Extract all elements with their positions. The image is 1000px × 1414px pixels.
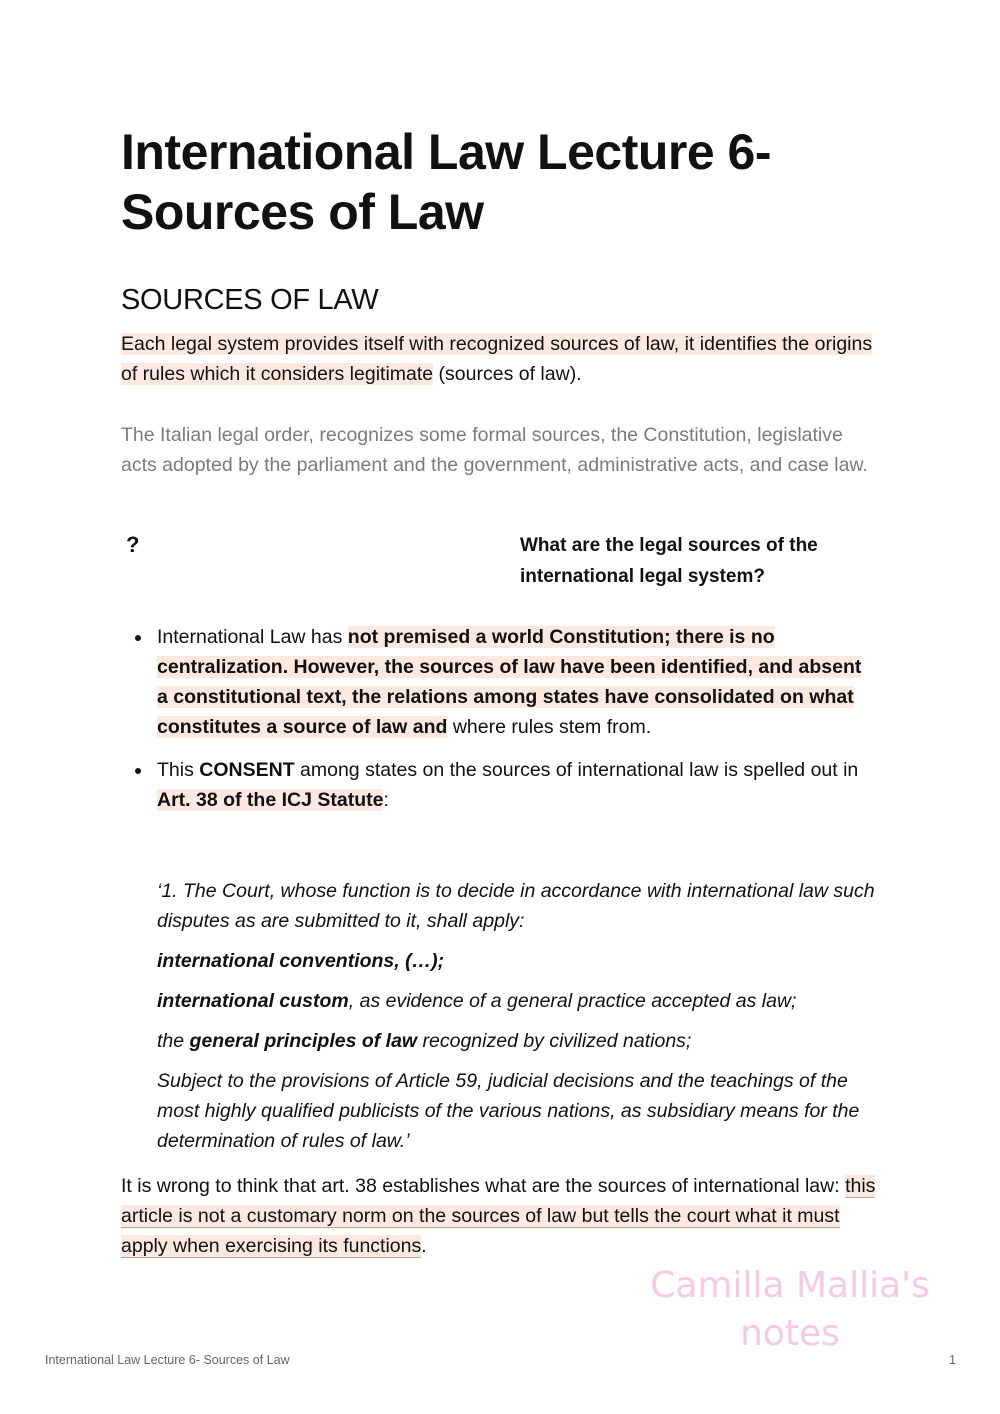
- article-38-quote: [157, 876, 877, 1166]
- page-number: 1: [949, 1353, 956, 1367]
- bullet-tail: :: [383, 789, 389, 811]
- bullet-lead: International Law has: [157, 626, 348, 648]
- quote-item-conventions: international conventions, (…);: [157, 950, 445, 972]
- bullet-highlight: not premised a world Constitution; there is no centralization. However, the sources of law have been identified, and absent a constitutional text, the relations among states have consolidated on what constitutes a source of law and: [157, 626, 862, 738]
- list-item: [157, 755, 872, 815]
- icj-statute-reference: Art. 38 of the ICJ Statute: [157, 789, 384, 811]
- bullet-lead: This: [157, 759, 200, 781]
- intro-paragraph: [121, 329, 881, 389]
- section-heading: SOURCES OF LAW: [121, 284, 379, 316]
- closing-tail: .: [421, 1235, 427, 1257]
- footer-title: International Law Lecture 6- Sources of Law: [45, 1353, 290, 1367]
- intro-rest: (sources of law).: [433, 363, 582, 385]
- author-watermark: Camilla Mallia's notes: [650, 1265, 930, 1354]
- quote-item-custom: international custom, as evidence of a general practice accepted as law;: [157, 990, 797, 1012]
- bullet-tail: where rules stem from.: [447, 716, 652, 738]
- italian-legal-order-paragraph: The Italian legal order, recognizes some formal sources, the Constitution, legislative acts adopted by the parliament and the government, administrative acts, and case law.: [121, 424, 868, 476]
- bullet-middle: among states on the sources of international law is spelled out in: [294, 759, 859, 781]
- closing-highlight: this article is not a customary norm on the sources of law but tells the court what it must apply when exercising its functions: [121, 1175, 876, 1257]
- consent-term: CONSENT: [199, 759, 295, 781]
- question-mark-icon: ?: [126, 532, 140, 557]
- list-item: [157, 622, 872, 742]
- closing-lead: It is wrong to think that art. 38 establishes what are the sources of international law:: [121, 1175, 846, 1197]
- callout-question: What are the legal sources of the international legal system?: [520, 535, 818, 587]
- quote-intro: ‘1. The Court, whose function is to decide in accordance with international law such disputes as are submitted to it, shall apply:: [157, 880, 875, 932]
- quote-item-principles: the general principles of law recognized by civilized nations;: [157, 1030, 692, 1052]
- bullet-list: [157, 622, 872, 828]
- closing-paragraph: [121, 1171, 881, 1261]
- intro-highlight: Each legal system provides itself with recognized sources of law, it identifies the origins of rules which it considers legitimate: [121, 333, 873, 385]
- page-title: International Law Lecture 6- Sources of Law: [121, 124, 772, 240]
- quote-item-judicial-decisions: Subject to the provisions of Article 59, judicial decisions and the teachings of the most highly qualified publicists of the various nations, as subsidiary means for the determination of rules of law.’: [157, 1070, 860, 1152]
